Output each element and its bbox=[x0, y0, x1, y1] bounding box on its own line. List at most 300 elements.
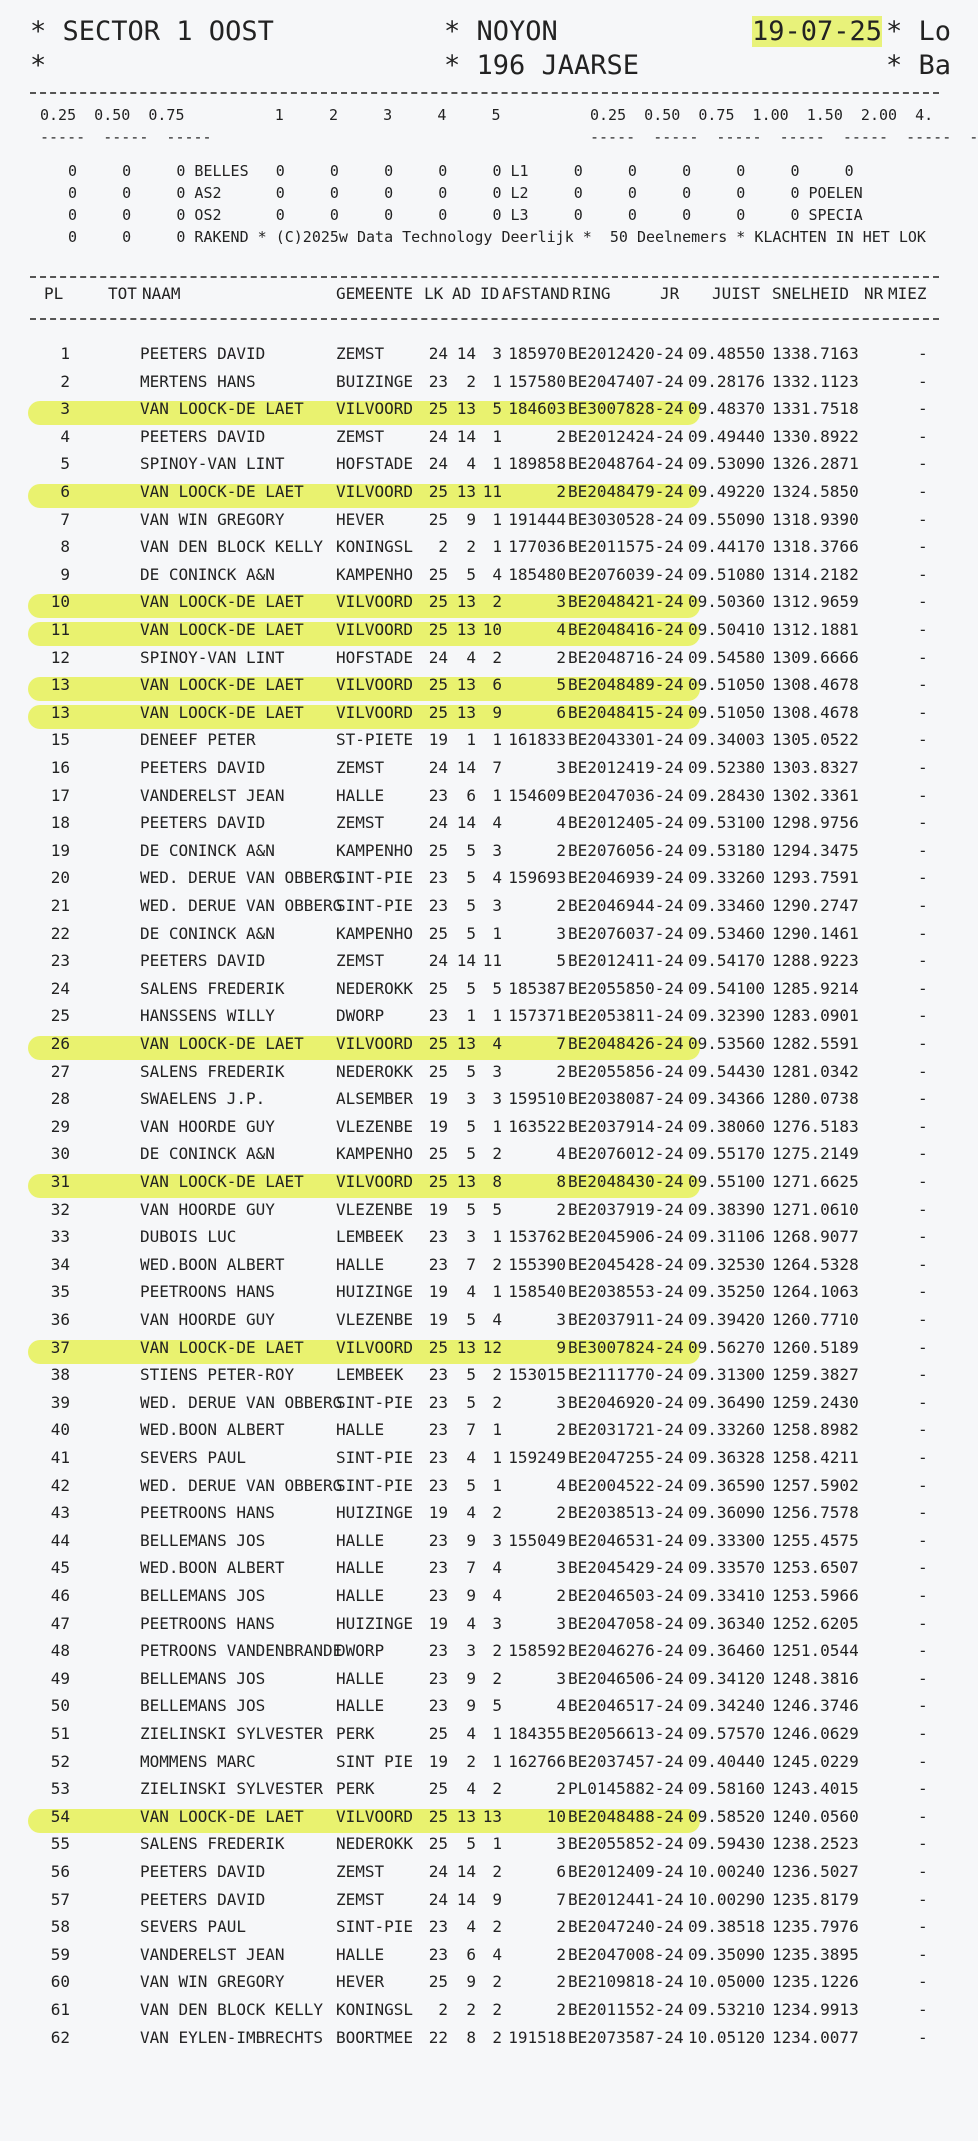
pigeon-index: 4 bbox=[492, 1310, 502, 1329]
speed: 1258.8982 bbox=[772, 1420, 859, 1440]
fancier-name: VAN LOOCK-DE LAET bbox=[140, 1034, 304, 1053]
ring-number: BE2046920-24 bbox=[568, 1392, 684, 1412]
basket-count: 24 bbox=[428, 1862, 448, 1881]
entries-count: 13 bbox=[456, 482, 476, 501]
table-row bbox=[0, 896, 939, 923]
municipality: ZEMST bbox=[336, 1889, 385, 1909]
fancier-name: WED. DERUE VAN OBBERG bbox=[140, 868, 343, 888]
fancier-name: VAN WIN GREGORY bbox=[140, 1972, 285, 1992]
arrival-time: 09.38060 bbox=[688, 1116, 766, 1136]
entries-count: 13 bbox=[456, 675, 476, 695]
distance: 153015 bbox=[508, 1365, 566, 1385]
pigeon-index: 3 bbox=[492, 1530, 502, 1550]
entries-count: 13 bbox=[456, 1172, 476, 1191]
speed: 1330.8922 bbox=[772, 426, 859, 446]
arrival-time: 09.53180 bbox=[688, 840, 766, 860]
distance: 162766 bbox=[508, 1751, 566, 1771]
distance: 3 bbox=[556, 1310, 566, 1329]
col-ad: AD bbox=[452, 284, 472, 303]
pigeon-index: 2 bbox=[492, 1917, 502, 1937]
fancier-name: VAN EYLEN-IMBRECHTS bbox=[140, 2027, 324, 2047]
arrival-time: 09.58520 bbox=[688, 1806, 766, 1826]
arrival-time: 10.05000 bbox=[688, 1972, 766, 1992]
table-row bbox=[0, 482, 939, 509]
col-nr: NR bbox=[864, 284, 884, 303]
table-row bbox=[0, 703, 939, 730]
miez-mark: - bbox=[918, 564, 928, 584]
basket-count: 25 bbox=[428, 1834, 448, 1854]
place-number: 24 bbox=[50, 978, 70, 998]
fancier-name: DE CONINCK A&N bbox=[140, 1144, 275, 1164]
fancier-name: DE CONINCK A&N bbox=[140, 923, 275, 943]
basket-count: 25 bbox=[428, 509, 448, 529]
municipality: KAMPENHO bbox=[336, 840, 414, 860]
municipality: HALLE bbox=[336, 1586, 385, 1605]
speed: 1246.3746 bbox=[772, 1696, 859, 1716]
distance: 154609 bbox=[508, 785, 566, 805]
basket-count: 25 bbox=[428, 923, 448, 943]
arrival-time: 09.53090 bbox=[688, 454, 766, 474]
ring-number: BE2048479-24 bbox=[568, 482, 684, 501]
distance: 4 bbox=[556, 1144, 566, 1164]
speed: 1290.2747 bbox=[772, 896, 859, 915]
municipality: BOORTMEE bbox=[336, 2027, 414, 2047]
distance: 7 bbox=[556, 1034, 566, 1053]
distance: 2 bbox=[556, 1972, 566, 1992]
arrival-time: 09.40440 bbox=[688, 1751, 766, 1771]
municipality: VILVOORD bbox=[336, 399, 414, 419]
fancier-name: ZIELINSKI SYLVESTER bbox=[140, 1724, 324, 1743]
pigeon-index: 1 bbox=[492, 1834, 502, 1854]
fancier-name: PEETERS DAVID bbox=[140, 758, 266, 777]
basket-count: 19 bbox=[428, 1282, 448, 1302]
entries-count: 5 bbox=[466, 978, 476, 998]
place-number: 44 bbox=[50, 1530, 70, 1550]
basket-count: 22 bbox=[428, 2027, 448, 2047]
distance: 3 bbox=[556, 1392, 566, 1412]
entries-count: 5 bbox=[466, 1199, 476, 1219]
speed: 1281.0342 bbox=[772, 1061, 859, 1081]
municipality: ST-PIETE bbox=[336, 730, 414, 750]
miez-mark: - bbox=[918, 620, 928, 639]
miez-mark: - bbox=[918, 1751, 928, 1771]
distance: 2 bbox=[556, 1779, 566, 1799]
pigeon-index: 4 bbox=[492, 1558, 502, 1578]
municipality: HEVER bbox=[336, 509, 385, 529]
arrival-time: 09.28430 bbox=[688, 785, 766, 805]
pigeon-index: 1 bbox=[492, 537, 502, 557]
pigeon-index: 13 bbox=[482, 1806, 502, 1826]
pigeon-index: 3 bbox=[492, 896, 502, 915]
fancier-name: MOMMENS MARC bbox=[140, 1751, 256, 1771]
basket-count: 25 bbox=[428, 1144, 448, 1164]
place-number: 28 bbox=[50, 1089, 70, 1109]
arrival-time: 09.32390 bbox=[688, 1006, 766, 1026]
basket-count: 2 bbox=[438, 2000, 448, 2019]
distance: 2 bbox=[556, 1944, 566, 1964]
pigeon-index: 2 bbox=[492, 2000, 502, 2019]
summary-line-4: 0 0 0 RAKEND * (C)2025w Data Technology Deerlijk * 50 Deelnemers * KLACHTEN IN HET LOK bbox=[68, 228, 926, 246]
ring-number: BE2056613-24 bbox=[568, 1724, 684, 1743]
ring-number: BE2048415-24 bbox=[568, 702, 684, 722]
col-naam: NAAM bbox=[142, 284, 181, 303]
place-number: 35 bbox=[50, 1282, 70, 1302]
place-number: 7 bbox=[60, 509, 70, 529]
table-row bbox=[0, 399, 939, 426]
entries-count: 13 bbox=[456, 1034, 476, 1053]
speed: 1283.0901 bbox=[772, 1006, 859, 1026]
speed: 1260.7710 bbox=[772, 1310, 859, 1329]
scale-right: 0.25 0.50 0.75 1.00 1.50 2.00 4. bbox=[590, 106, 934, 124]
miez-mark: - bbox=[918, 647, 928, 667]
speed: 1288.9223 bbox=[772, 951, 859, 971]
municipality: HALLE bbox=[336, 1420, 385, 1440]
table-row bbox=[0, 1696, 939, 1723]
fancier-name: PEETERS DAVID bbox=[140, 344, 266, 363]
table-row bbox=[0, 1062, 939, 1089]
basket-count: 23 bbox=[428, 1586, 448, 1605]
distance: 161833 bbox=[508, 730, 566, 750]
arrival-time: 09.35250 bbox=[688, 1282, 766, 1302]
pigeon-index: 3 bbox=[492, 1613, 502, 1633]
fancier-name: BELLEMANS JOS bbox=[140, 1586, 266, 1605]
place-number: 50 bbox=[50, 1696, 70, 1716]
entries-count: 4 bbox=[466, 454, 476, 474]
miez-mark: - bbox=[918, 1558, 928, 1578]
arrival-time: 09.38390 bbox=[688, 1199, 766, 1219]
ring-number: BE2076056-24 bbox=[568, 840, 684, 860]
basket-count: 19 bbox=[428, 1503, 448, 1523]
fancier-name: SPINOY-VAN LINT bbox=[140, 454, 285, 474]
basket-count: 25 bbox=[428, 1337, 448, 1357]
pigeon-index: 2 bbox=[492, 1503, 502, 1523]
place-number: 21 bbox=[50, 896, 70, 915]
basket-count: 25 bbox=[428, 1172, 448, 1191]
municipality: HEVER bbox=[336, 1972, 385, 1992]
entries-count: 5 bbox=[466, 868, 476, 888]
arrival-time: 09.53100 bbox=[688, 813, 766, 833]
ring-number: BE2012441-24 bbox=[568, 1889, 684, 1909]
ring-number: BE2048421-24 bbox=[568, 592, 684, 612]
arrival-time: 09.50410 bbox=[688, 620, 766, 639]
basket-count: 25 bbox=[428, 978, 448, 998]
entries-count: 2 bbox=[466, 1751, 476, 1771]
fancier-name: SEVERS PAUL bbox=[140, 1917, 246, 1937]
speed: 1235.3895 bbox=[772, 1944, 859, 1964]
miez-mark: - bbox=[918, 1227, 928, 1247]
entries-count: 4 bbox=[466, 1503, 476, 1523]
fancier-name: PEETERS DAVID bbox=[140, 1862, 266, 1881]
arrival-time: 09.33300 bbox=[688, 1530, 766, 1550]
miez-mark: - bbox=[918, 840, 928, 860]
entries-count: 14 bbox=[456, 951, 476, 971]
miez-mark: - bbox=[918, 344, 928, 363]
miez-mark: - bbox=[918, 1503, 928, 1523]
entries-count: 14 bbox=[456, 1889, 476, 1909]
distance: 191444 bbox=[508, 509, 566, 529]
speed: 1243.4015 bbox=[772, 1779, 859, 1799]
place-number: 51 bbox=[50, 1724, 70, 1743]
basket-count: 23 bbox=[428, 1365, 448, 1385]
place-number: 45 bbox=[50, 1558, 70, 1578]
basket-count: 25 bbox=[428, 675, 448, 695]
miez-mark: - bbox=[918, 813, 928, 833]
ring-number: BE2055852-24 bbox=[568, 1834, 684, 1854]
basket-count: 23 bbox=[428, 868, 448, 888]
table-row bbox=[0, 1586, 939, 1613]
entries-count: 4 bbox=[466, 1917, 476, 1937]
miez-mark: - bbox=[918, 399, 928, 419]
entries-count: 9 bbox=[466, 509, 476, 529]
entries-count: 2 bbox=[466, 371, 476, 391]
arrival-time: 09.49440 bbox=[688, 426, 766, 446]
entries-count: 13 bbox=[456, 620, 476, 639]
speed: 1308.4678 bbox=[772, 675, 859, 695]
ring-number: BE2037914-24 bbox=[568, 1116, 684, 1136]
fancier-name: WED.BOON ALBERT bbox=[140, 1420, 285, 1440]
municipality: VILVOORD bbox=[336, 620, 414, 639]
speed: 1324.5850 bbox=[772, 482, 859, 501]
basket-count: 23 bbox=[428, 1696, 448, 1716]
table-row bbox=[0, 924, 939, 951]
entries-count: 3 bbox=[466, 1089, 476, 1109]
arrival-time: 09.28176 bbox=[688, 371, 766, 391]
miez-mark: - bbox=[918, 1172, 928, 1191]
miez-mark: - bbox=[918, 2000, 928, 2019]
fancier-name: PEETERS DAVID bbox=[140, 426, 266, 446]
header-right-1: * Lo bbox=[886, 16, 952, 47]
arrival-time: 09.48550 bbox=[688, 344, 766, 363]
table-row bbox=[0, 1227, 939, 1254]
table-row bbox=[0, 1420, 939, 1447]
miez-mark: - bbox=[918, 1061, 928, 1081]
place-number: 15 bbox=[50, 730, 70, 750]
divider bbox=[30, 276, 939, 278]
arrival-time: 09.55090 bbox=[688, 509, 766, 529]
ring-number: BE3007824-24 bbox=[568, 1337, 684, 1357]
pigeon-index: 9 bbox=[492, 1889, 502, 1909]
place-number: 42 bbox=[50, 1475, 70, 1495]
scale-dashes-left: ----- ----- ----- bbox=[40, 128, 212, 146]
miez-mark: - bbox=[918, 1530, 928, 1550]
ring-number: BE2012420-24 bbox=[568, 344, 684, 363]
ring-number: BE2047036-24 bbox=[568, 785, 684, 805]
municipality: HUIZINGE bbox=[336, 1613, 414, 1633]
arrival-time: 10.00290 bbox=[688, 1889, 766, 1909]
pigeon-index: 2 bbox=[492, 1641, 502, 1661]
col-afstand: AFSTAND bbox=[502, 284, 570, 303]
arrival-time: 09.49220 bbox=[688, 482, 766, 501]
basket-count: 23 bbox=[428, 1475, 448, 1495]
ring-number: BE2047008-24 bbox=[568, 1944, 684, 1964]
table-row bbox=[0, 951, 939, 978]
pigeon-index: 2 bbox=[492, 1144, 502, 1164]
table-row bbox=[0, 1255, 939, 1282]
arrival-time: 09.54100 bbox=[688, 978, 766, 998]
race-date: 19-07-25 bbox=[752, 16, 883, 47]
arrival-time: 09.33460 bbox=[688, 896, 766, 915]
table-row bbox=[0, 1034, 939, 1061]
ring-number: BE2047240-24 bbox=[568, 1917, 684, 1937]
distance: 2 bbox=[556, 840, 566, 860]
table-row bbox=[0, 592, 939, 619]
entries-count: 5 bbox=[466, 1834, 476, 1854]
basket-count: 19 bbox=[428, 1199, 448, 1219]
municipality: SINT-PIE bbox=[336, 868, 414, 888]
table-row bbox=[0, 1724, 939, 1751]
arrival-time: 09.33570 bbox=[688, 1558, 766, 1578]
ring-number: BE2048716-24 bbox=[568, 647, 684, 667]
miez-mark: - bbox=[918, 868, 928, 888]
ring-number: BE2031721-24 bbox=[568, 1420, 684, 1440]
miez-mark: - bbox=[918, 592, 928, 612]
pigeon-index: 1 bbox=[492, 509, 502, 529]
place-number: 56 bbox=[50, 1862, 70, 1881]
table-row bbox=[0, 2028, 939, 2055]
miez-mark: - bbox=[918, 951, 928, 971]
distance: 2 bbox=[556, 1420, 566, 1440]
miez-mark: - bbox=[918, 1613, 928, 1633]
table-row bbox=[0, 1117, 939, 1144]
miez-mark: - bbox=[918, 1006, 928, 1026]
municipality: ZEMST bbox=[336, 344, 385, 363]
distance: 3 bbox=[556, 923, 566, 943]
pigeon-index: 2 bbox=[492, 1862, 502, 1881]
speed: 1271.0610 bbox=[772, 1199, 859, 1219]
table-row bbox=[0, 841, 939, 868]
distance: 3 bbox=[556, 1668, 566, 1688]
fancier-name: VAN LOOCK-DE LAET bbox=[140, 702, 304, 722]
basket-count: 25 bbox=[428, 1034, 448, 1053]
basket-count: 23 bbox=[428, 1917, 448, 1937]
miez-mark: - bbox=[918, 454, 928, 474]
miez-mark: - bbox=[918, 675, 928, 695]
table-row bbox=[0, 1338, 939, 1365]
pigeon-index: 9 bbox=[492, 702, 502, 722]
municipality: VILVOORD bbox=[336, 702, 414, 722]
table-row bbox=[0, 1972, 939, 1999]
place-number: 5 bbox=[60, 454, 70, 474]
miez-mark: - bbox=[918, 537, 928, 557]
miez-mark: - bbox=[918, 1116, 928, 1136]
miez-mark: - bbox=[918, 371, 928, 391]
ring-number: BE2046944-24 bbox=[568, 896, 684, 915]
arrival-time: 09.32530 bbox=[688, 1254, 766, 1274]
col-tot: TOT bbox=[108, 284, 137, 303]
ring-number: BE2048416-24 bbox=[568, 620, 684, 639]
ring-number: BE2012424-24 bbox=[568, 426, 684, 446]
basket-count: 23 bbox=[428, 1006, 448, 1026]
ring-number: BE2046503-24 bbox=[568, 1586, 684, 1605]
municipality: BUIZINGE bbox=[336, 371, 414, 391]
table-row bbox=[0, 1531, 939, 1558]
miez-mark: - bbox=[918, 509, 928, 529]
distance: 159510 bbox=[508, 1089, 566, 1109]
arrival-time: 09.54170 bbox=[688, 951, 766, 971]
distance: 7 bbox=[556, 1889, 566, 1909]
basket-count: 25 bbox=[428, 1061, 448, 1081]
speed: 1257.5902 bbox=[772, 1475, 859, 1495]
pigeon-index: 8 bbox=[492, 1172, 502, 1191]
table-row bbox=[0, 1282, 939, 1309]
basket-count: 25 bbox=[428, 1779, 448, 1799]
fancier-name: VAN HOORDE GUY bbox=[140, 1199, 275, 1219]
basket-count: 2 bbox=[438, 537, 448, 557]
distance: 10 bbox=[546, 1806, 566, 1826]
table-row bbox=[0, 344, 939, 371]
basket-count: 23 bbox=[428, 1944, 448, 1964]
municipality: PERK bbox=[336, 1724, 375, 1743]
table-row bbox=[0, 813, 939, 840]
basket-count: 25 bbox=[428, 620, 448, 639]
speed: 1260.5189 bbox=[772, 1337, 859, 1357]
municipality: HUIZINGE bbox=[336, 1282, 414, 1302]
table-row bbox=[0, 979, 939, 1006]
speed: 1251.0544 bbox=[772, 1641, 859, 1661]
ring-number: BE2011552-24 bbox=[568, 2000, 684, 2019]
place-number: 17 bbox=[50, 785, 70, 805]
entries-count: 7 bbox=[466, 1558, 476, 1578]
municipality: SINT-PIE bbox=[336, 896, 414, 915]
basket-count: 24 bbox=[428, 758, 448, 777]
distance: 3 bbox=[556, 1834, 566, 1854]
fancier-name: BELLEMANS JOS bbox=[140, 1696, 266, 1716]
col-snelheid: SNELHEID bbox=[772, 284, 850, 303]
basket-count: 19 bbox=[428, 1089, 448, 1109]
speed: 1293.7591 bbox=[772, 868, 859, 888]
ring-number: BE2109818-24 bbox=[568, 1972, 684, 1992]
miez-mark: - bbox=[918, 1779, 928, 1799]
municipality: NEDEROKK bbox=[336, 978, 414, 998]
miez-mark: - bbox=[918, 923, 928, 943]
pigeon-index: 4 bbox=[492, 1034, 502, 1053]
fancier-name: DE CONINCK A&N bbox=[140, 840, 275, 860]
basket-count: 24 bbox=[428, 1889, 448, 1909]
distance: 177036 bbox=[508, 537, 566, 557]
place-number: 34 bbox=[50, 1254, 70, 1274]
pigeon-index: 4 bbox=[492, 564, 502, 584]
pigeon-index: 11 bbox=[482, 482, 502, 501]
entries-count: 5 bbox=[466, 564, 476, 584]
distance: 5 bbox=[556, 951, 566, 971]
pigeon-index: 3 bbox=[492, 840, 502, 860]
speed: 1331.7518 bbox=[772, 399, 859, 419]
entries-count: 13 bbox=[456, 702, 476, 722]
fancier-name: VAN LOOCK-DE LAET bbox=[140, 482, 304, 501]
place-number: 12 bbox=[50, 647, 70, 667]
pigeon-index: 11 bbox=[482, 951, 502, 971]
fancier-name: VAN LOOCK-DE LAET bbox=[140, 620, 304, 639]
speed: 1258.4211 bbox=[772, 1448, 859, 1467]
speed: 1312.9659 bbox=[772, 592, 859, 612]
table-row bbox=[0, 2000, 939, 2027]
place-number: 11 bbox=[50, 620, 70, 639]
municipality: VLEZENBE bbox=[336, 1199, 414, 1219]
entries-count: 14 bbox=[456, 426, 476, 446]
miez-mark: - bbox=[918, 1365, 928, 1385]
table-row bbox=[0, 1172, 939, 1199]
distance: 8 bbox=[556, 1172, 566, 1191]
table-row bbox=[0, 868, 939, 895]
scale-dashes-right: ----- ----- ----- ----- ----- ----- - bbox=[590, 128, 978, 146]
distance: 3 bbox=[556, 1613, 566, 1633]
ring-number: BE2076012-24 bbox=[568, 1144, 684, 1164]
ring-number: BE2037911-24 bbox=[568, 1310, 684, 1329]
municipality: HALLE bbox=[336, 1944, 385, 1964]
entries-count: 5 bbox=[466, 1392, 476, 1412]
fancier-name: PETROONS VANDENBRANDE bbox=[140, 1641, 343, 1661]
fancier-name: SALENS FREDERIK bbox=[140, 1834, 285, 1854]
